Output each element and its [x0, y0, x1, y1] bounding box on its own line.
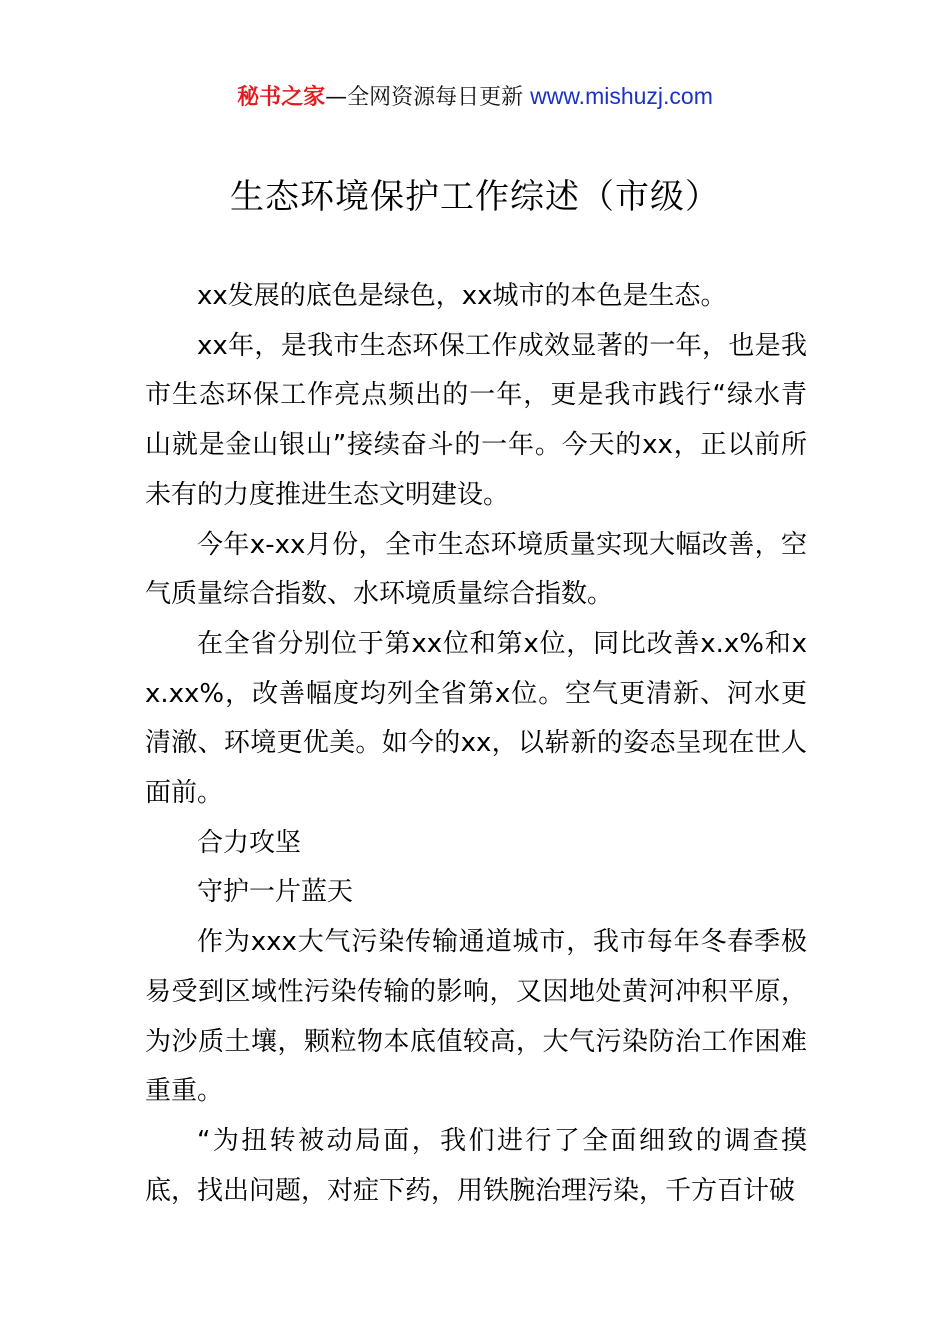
- paragraph: xx发展的底色是绿色，xx城市的本色是生态。: [197, 281, 727, 311]
- paragraph: 在全省分别位于第xx位和第x位，同比改善x.x%和xx.xx%，改善幅度均列全省第x位。空气更清新、河水更清澈、环境更优美。如今的xx，以崭新的姿态呈现在世人面前。: [145, 628, 807, 809]
- paragraph: xx年，是我市生态环保工作成效显著的一年，也是我市生态环保工作亮点频出的一年，更是我市践行“绿水青山就是金山银山”接续奋斗的一年。今天的xx，正以前所未有的力度推进生态文明建设。: [145, 330, 807, 510]
- paragraph: “为扭转被动局面，我们进行了全面细致的调查摸底，找出问题，对症下药，用铁腕治理污染，千方百计破: [145, 1125, 807, 1206]
- document-body: [145, 272, 807, 1216]
- site-tagline: —全网资源每日更新: [325, 85, 531, 110]
- document-title: 生态环境保护工作综述（市级）: [230, 177, 720, 217]
- paragraph: 作为xxx大气污染传输通道城市，我市每年冬春季极易受到区域性污染传输的影响，又因地处黄河冲积平原，为沙质土壤，颗粒物本底值较高，大气污染防治工作困难重重。: [145, 927, 807, 1107]
- site-brand: 秘书之家: [237, 85, 326, 110]
- site-header: [0, 80, 950, 114]
- section-subheading: 守护一片蓝天: [197, 877, 354, 908]
- paragraph: 今年x-xx月份，全市生态环境质量实现大幅改善，空气质量综合指数、水环境质量综合指数。: [145, 529, 807, 610]
- section-heading: 合力攻坚: [197, 827, 302, 858]
- site-url-link[interactable]: www.mishuzj.com: [530, 83, 713, 109]
